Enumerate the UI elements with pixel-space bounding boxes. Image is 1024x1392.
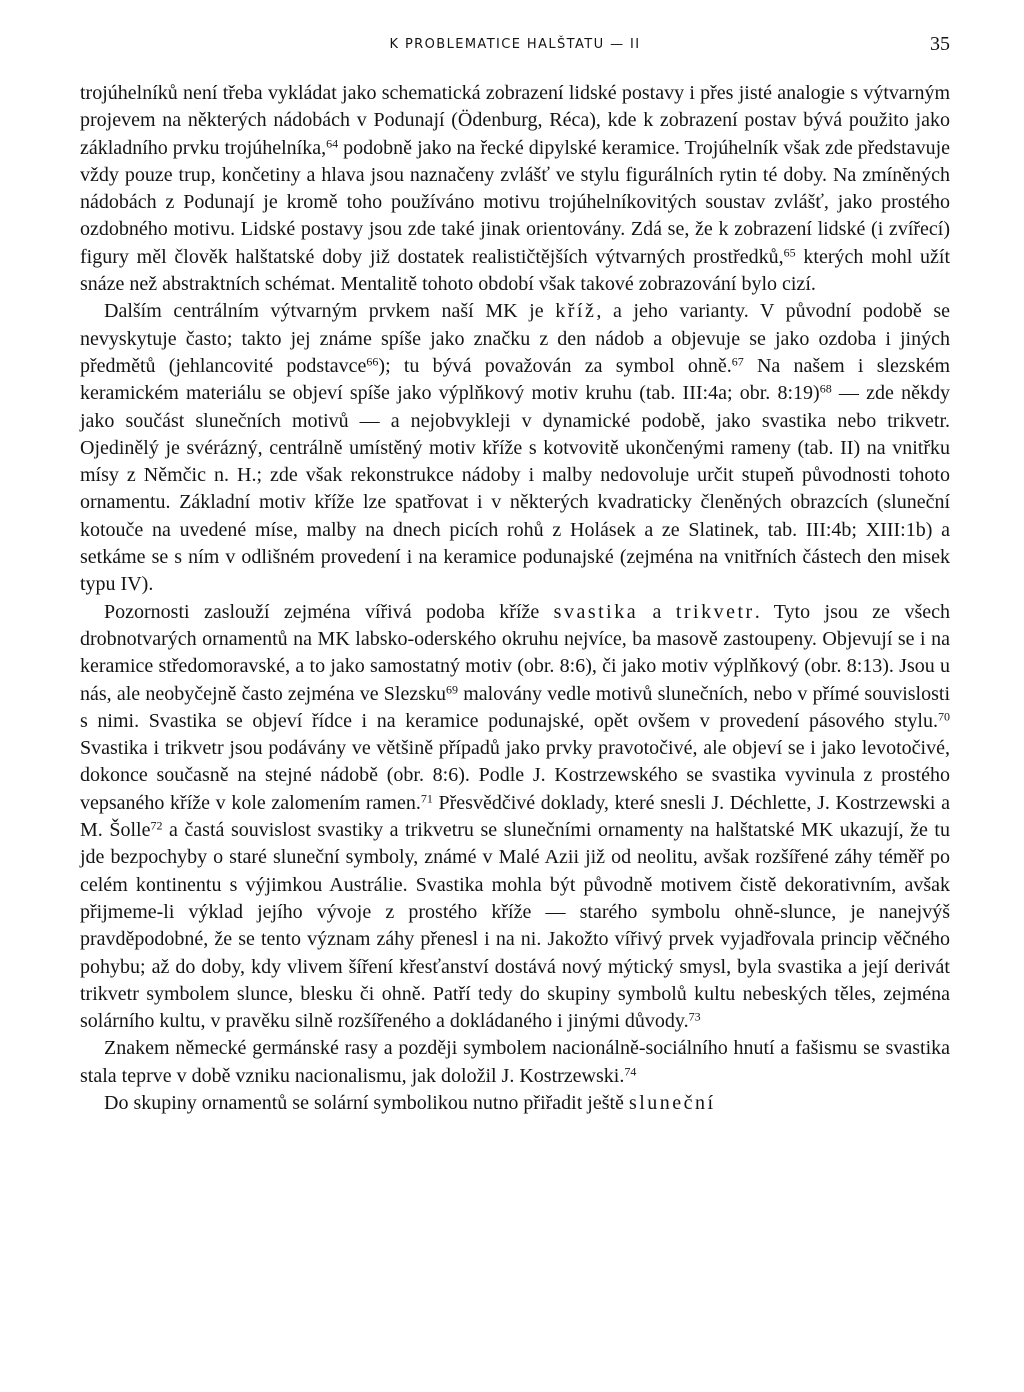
paragraph-1 xyxy=(80,80,950,298)
text-span: malovány vedle motivů slunečních, nebo v přímé souvislosti s nimi. Svastika se objeví řídce i na keramice podunajské, opět ovšem v provedení pásového stylu. xyxy=(80,682,951,732)
text-span: . Tyto jsou ze všech drobnotvarých ornamentů na MK labsko-oderského okruhu nejvíce, ba masově zastoupeny. Objevují se i na keramice středomoravské, a to jako samostatný motiv (obr. 8:6), či jako motiv výplňkový (obr. 8:13). Jsou u nás, ale neobyčejně často zejména ve Slezsku xyxy=(80,600,950,705)
footnote-ref-66: 66 xyxy=(366,354,379,369)
text-span: Do skupiny ornamentů se solární symbolikou nutno přiřadit ještě xyxy=(104,1091,629,1114)
body-text xyxy=(80,80,950,1117)
text-span: , a jeho varianty. V původní podobě se nevyskytuje často; takto jej známe spíše jako značku z den nádob a objevuje se jako ozdoba i jiných předmětů (jehlancovité podstavce xyxy=(80,300,950,377)
text-span: Svastika i trikvetr jsou podávány ve většině případů jako prvky pravotočivé, ale objeví se i jako levotočivé, dokonce současně na stejné nádobě (obr. 8:6). Podle J. Kostrzewského se svastika vyvinula z prostého vepsaného kříže v kole zalomením ramen. xyxy=(80,737,950,814)
emphasis-term: kříž xyxy=(555,300,597,323)
footnote-ref-72: 72 xyxy=(150,818,163,833)
text-span: a xyxy=(638,600,676,623)
text-span: Pozornosti zaslouží zejména vířivá podoba kříže xyxy=(104,600,554,623)
footnote-ref-73: 73 xyxy=(688,1009,701,1024)
emphasis-term: svastika xyxy=(553,600,639,623)
footnote-ref-68: 68 xyxy=(819,381,832,396)
footnote-ref-67: 67 xyxy=(731,354,744,369)
footnote-ref-64: 64 xyxy=(326,136,339,150)
paragraph-3 xyxy=(80,599,950,1036)
text-span: Přesvědčivé doklady, které snesli J. Déchlette, J. Kostrzewski a M. Šolle xyxy=(80,791,950,842)
footnote-ref-65: 65 xyxy=(783,245,796,260)
emphasis-term: trikvetr xyxy=(675,600,755,623)
text-span: ); tu bývá považován za symbol ohně. xyxy=(378,354,732,377)
paragraph-4 xyxy=(80,1035,950,1090)
text-span: Dalším centrálním výtvarným prvkem naší MK je xyxy=(104,300,556,323)
footnote-ref-69: 69 xyxy=(446,681,458,696)
emphasis-term: sluneční xyxy=(628,1091,716,1114)
page-header xyxy=(80,33,950,57)
paragraph-5 xyxy=(80,1090,950,1117)
text-span: Na našem i slezském keramickém materiálu se objeví spíše jako výplňkový motiv kruhu (tab. III:4a; obr. 8:19) xyxy=(80,354,950,405)
footnote-ref-74: 74 xyxy=(624,1064,637,1079)
text-span: trojúhelníků není třeba vykládat jako schematická zobrazení lidské postavy i přes jisté analogie s výtvarným projevem na některých nádobách v Podunají (Ödenburg, Réca), kde k zobrazení postav bývá použito jako základního prvku trojúhelníka, xyxy=(80,82,950,159)
footnote-ref-70: 70 xyxy=(938,709,950,724)
text-span: Znakem německé germánské rasy a později symbolem nacionálně-sociálního hnutí a fašismu se svastika stala teprve v době vzniku nacionalismu, jak doložil J. Kostrzewski. xyxy=(80,1037,950,1087)
text-span: kterých mohl užít snáze než abstraktních schémat. Mentalitě tohoto období však takové zobrazování bylo cizí. xyxy=(80,245,951,296)
paragraph-2 xyxy=(80,298,950,598)
page-number: 35 xyxy=(930,33,950,55)
running-title: K PROBLEMATICE HALŠTATU — II xyxy=(389,37,641,52)
text-span: — zde někdy jako součást slunečních motivů — a nejobvykleji v dynamické podobě, jako svastika nebo trikvetr. Ojedinělý je svérázný, centrálně umístěný motiv kříže s kotvovitě ukončenými rameny (tab. II) na vnitřku mísy z Němčic n. H.; zde však rekonstrukce nádoby i malby nedovoluje určit stupeň původnosti tohoto ornamentu. Základní motiv kříže lze spatřovat i v některých kvadraticky členěných obrazcích (sluneční kotouče na uvedené míse, malby na dnech picích rohů z Holásek a ze Slatinek, tab. III:4b; XIII:1b) a setkáme se s ním v odlišném provedení i na keramice podunajské (zejména na vnitřních částech den misek typu IV). xyxy=(80,382,950,596)
footnote-ref-71: 71 xyxy=(420,791,433,806)
text-span: podobně jako na řecké dipylské keramice. Trojúhelník však zde představuje vždy pouze trup, končetiny a hlava jsou naznačeny zvlášť ve stylu figurálních rytin té doby. Na zmíněných nádobách z Podunají je kromě toho používáno motivu trojúhelníkovitých soustav zvlášť, jako prostého ozdobného motivu. Lidské postavy jsou zde také jinak orientovány. Zdá se, že k zobrazení lidské (i zvířecí) figury měl člověk halštatské doby již dostatek realističtějších výtvarných prostředků, xyxy=(80,136,950,268)
text-span: a častá souvislost svastiky a trikvetru se slunečními ornamenty na halštatské MK ukazují, že tu jde bezpochyby o staré sluneční symboly, známé v Malé Azii již od neolitu, avšak rozšířené záhy téměř po celém kontinentu s výjimkou Austrálie. Svastika mohla být původně motivem čistě dekorativním, avšak přijmeme-li výklad jejího vývoje z prostého kříže — starého symbolu ohně-slunce, je nanejvýš pravděpodobné, že se tento význam záhy přenesl i na ni. Jakožto vířivý prvek vyjadřovala princip věčného pohybu; až do doby, kdy vlivem šíření křesťanství dostává nový mýtický smysl, byla svastika a její derivát trikvetr symbolem slunce, blesku či ohně. Patří tedy do skupiny symbolů kultu nebeských těles, zejména solárního kultu, v pravěku silně rozšířeného a dokládaného i jinými důvody. xyxy=(80,819,950,1033)
